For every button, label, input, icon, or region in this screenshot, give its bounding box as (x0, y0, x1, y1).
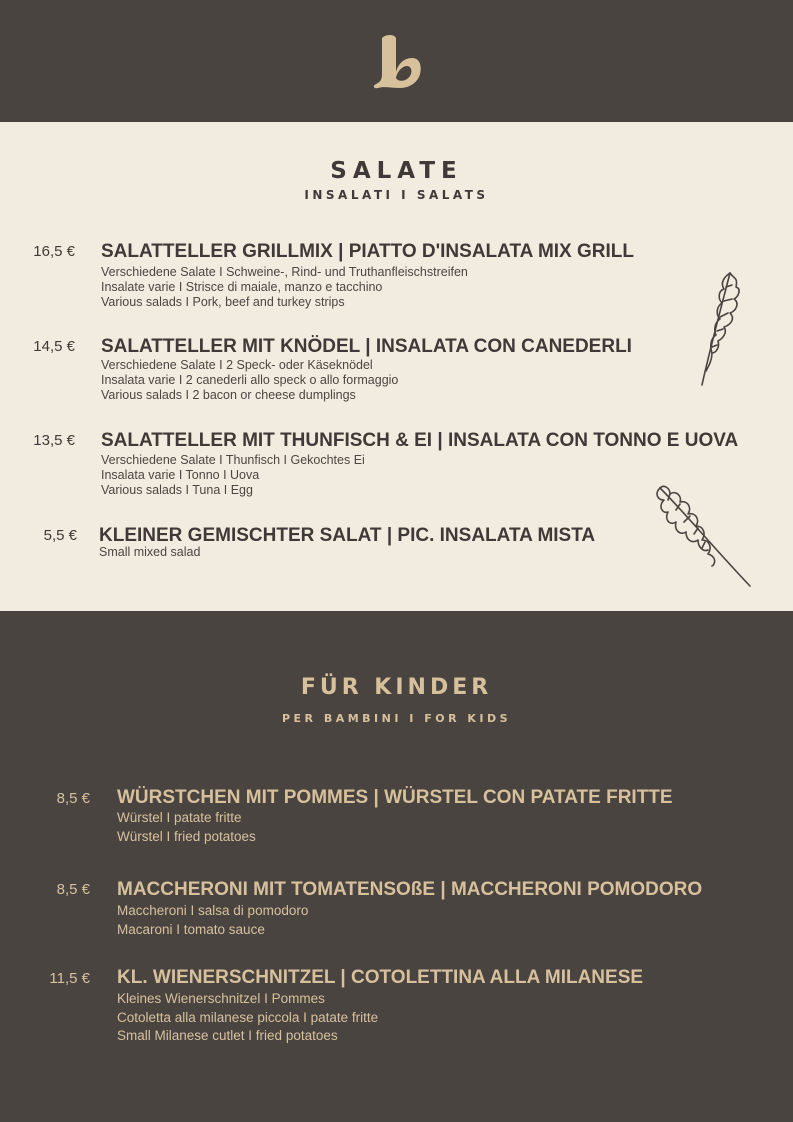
item-description (101, 358, 398, 402)
item-price: 14,5 € (33, 338, 75, 355)
header-band (0, 0, 793, 122)
section-subtitle: INSALATI I SALATS (304, 188, 489, 202)
desc-line: Verschiedene Salate I Schweine-, Rind- und Truthanfleischstreifen (101, 265, 468, 279)
item-description (101, 453, 365, 497)
section-title: SALATE (330, 158, 463, 184)
item-price: 16,5 € (33, 243, 75, 260)
item-price: 8,5 € (56, 881, 90, 898)
desc-line: Cotoletta alla milanese piccola I patate fritte (117, 1009, 379, 1025)
item-price: 5,5 € (43, 527, 77, 544)
desc-line: Würstel I patate fritte (117, 810, 242, 825)
section-title: FÜR KINDER (300, 675, 493, 700)
desc-line: Various salads I Pork, beef and turkey strips (101, 294, 345, 309)
desc-line: Various salads I Tuna I Egg (101, 482, 253, 497)
arugula-leaf-icon (690, 267, 746, 392)
item-name: KL. WIENERSCHNITZEL | COTOLETTINA ALLA MILANESE (117, 967, 644, 988)
item-price: 13,5 € (33, 432, 75, 449)
desc-line: Insalata varie I 2 canederli allo speck o allo formaggio (101, 372, 399, 387)
kids-section (0, 611, 793, 1122)
item-name: SALATTELLER GRILLMIX | PIATTO D'INSALATA MIX GRILL (101, 241, 635, 262)
desc-line: Macaroni I tomato sauce (117, 921, 265, 937)
item-description (101, 265, 468, 309)
desc-line: Kleines Wienerschnitzel I Pommes (117, 991, 325, 1006)
arugula-leaf-icon (650, 482, 758, 592)
desc-line: Maccheroni I salsa di pomodoro (117, 903, 309, 918)
item-description (117, 902, 308, 939)
item-description (117, 990, 378, 1046)
item-name: MACCHERONI MIT TOMATENSOßE | MACCHERONI POMODORO (117, 879, 703, 900)
desc-line: Insalata varie I Tonno I Uova (101, 467, 260, 482)
item-name: SALATTELLER MIT KNÖDEL | INSALATA CON CANEDERLI (101, 336, 632, 357)
desc-line: Various salads I 2 bacon or cheese dumplings (101, 387, 356, 402)
desc-line: Small mixed salad (99, 545, 201, 559)
item-price: 11,5 € (49, 970, 90, 987)
item-name: SALATTELLER MIT THUNFISCH & EI | INSALATA CON TONNO E UOVA (101, 430, 739, 451)
logo-l-icon (360, 28, 432, 96)
item-description (99, 545, 200, 560)
salads-section (0, 122, 793, 611)
item-name: KLEINER GEMISCHTER SALAT | PIC. INSALATA MISTA (99, 525, 596, 546)
item-price: 8,5 € (56, 790, 90, 807)
desc-line: Verschiedene Salate I Thunfisch I Gekochtes Ei (101, 453, 365, 467)
desc-line: Insalate varie I Strisce di maiale, manzo e tacchino (101, 279, 383, 294)
section-subtitle: PER BAMBINI I FOR KIDS (281, 712, 512, 725)
desc-line: Small Milanese cutlet I fried potatoes (117, 1028, 338, 1043)
desc-line: Verschiedene Salate I 2 Speck- oder Käseknödel (101, 358, 373, 372)
item-description (117, 809, 256, 846)
desc-line: Würstel I fried potatoes (117, 828, 256, 844)
item-name: WÜRSTCHEN MIT POMMES | WÜRSTEL CON PATATE FRITTE (117, 787, 673, 808)
